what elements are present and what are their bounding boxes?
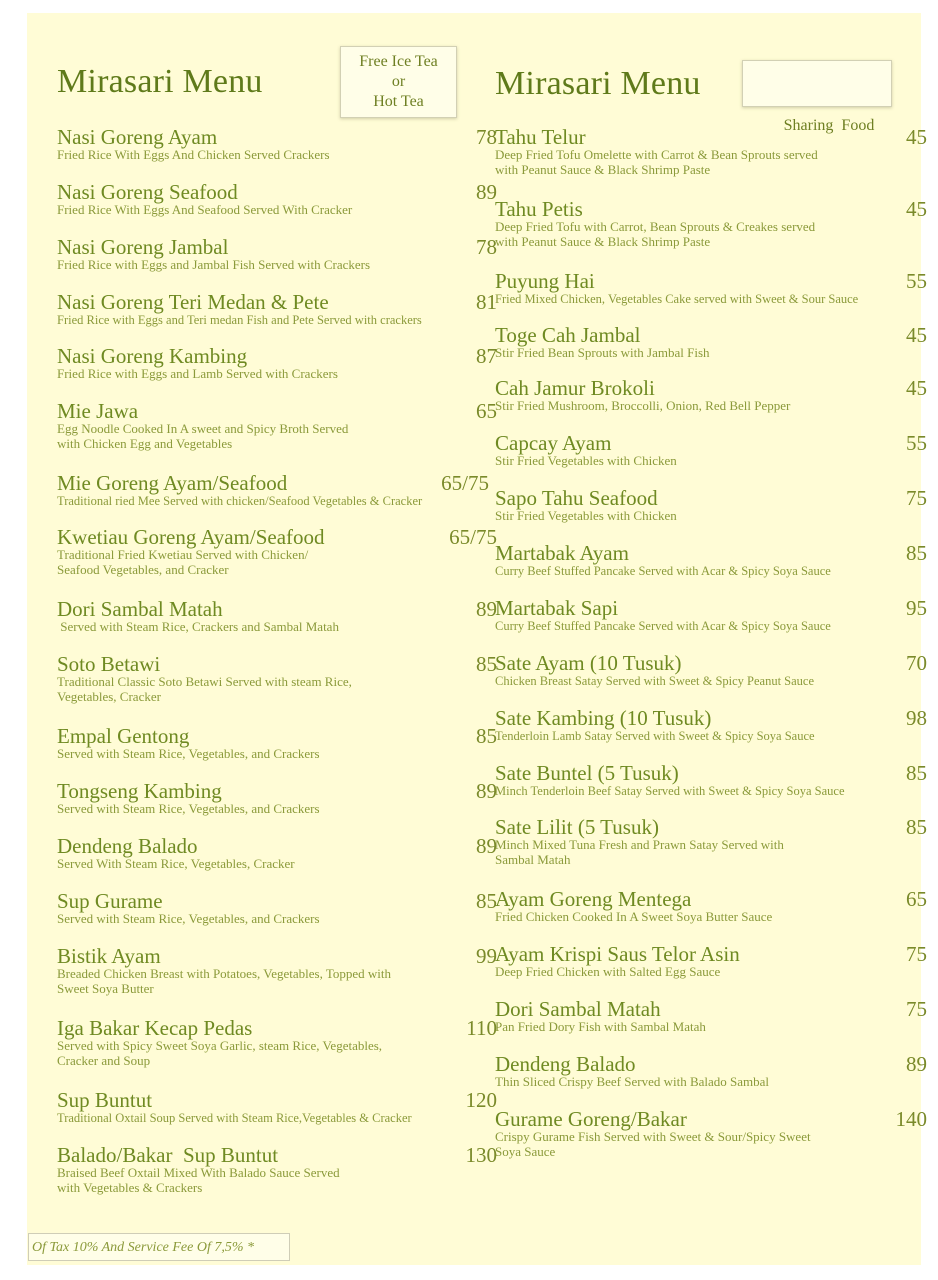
item-price: 87 xyxy=(476,344,497,368)
menu-item xyxy=(495,652,927,689)
item-name: Tahu Petis xyxy=(495,197,583,221)
item-price: 98 xyxy=(906,706,927,730)
menu-item xyxy=(495,762,927,799)
item-name: Sup Buntut xyxy=(57,1088,153,1112)
item-price: 78 xyxy=(476,235,497,259)
badge-line: Free Ice Tea xyxy=(359,53,438,70)
item-name: Dori Sambal Matah xyxy=(495,997,661,1021)
item-name: Nasi Goreng Ayam xyxy=(57,125,218,149)
menu-item xyxy=(57,835,497,872)
item-description: Soya Sauce xyxy=(495,1144,556,1159)
menu-item xyxy=(57,780,497,817)
item-description: with Peanut Sauce & Black Shrimp Paste xyxy=(495,234,711,249)
item-price: 85 xyxy=(476,652,497,676)
menu-item xyxy=(495,888,927,925)
menu-item xyxy=(57,1089,497,1126)
item-name: Capcay Ayam xyxy=(495,431,612,455)
item-description: Served with Steam Rice, Vegetables, and Crackers xyxy=(57,746,320,761)
item-price: 45 xyxy=(906,376,927,400)
item-price: 89 xyxy=(476,180,497,204)
item-price: 45 xyxy=(906,323,927,347)
item-description: Breaded Chicken Breast with Potatoes, Vegetables, Topped with xyxy=(57,966,392,981)
item-description: Braised Beef Oxtail Mixed With Balado Sauce Served xyxy=(57,1165,340,1180)
menu-item xyxy=(495,542,927,579)
item-description: Crispy Gurame Fish Served with Sweet & Sour/Spicy Sweet xyxy=(495,1129,811,1144)
item-description: Fried Rice With Eggs And Chicken Served Crackers xyxy=(57,147,330,162)
item-price: 45 xyxy=(906,125,927,149)
item-name: Sate Kambing (10 Tusuk) xyxy=(495,706,712,730)
menu-item xyxy=(495,198,927,250)
item-price: 75 xyxy=(906,486,927,510)
menu-item xyxy=(495,707,927,744)
item-name: Nasi Goreng Seafood xyxy=(57,180,238,204)
item-description: Pan Fried Dory Fish with Sambal Matah xyxy=(495,1019,706,1034)
menu-item xyxy=(495,377,927,414)
item-price: 75 xyxy=(906,942,927,966)
item-name: Ayam Krispi Saus Telor Asin xyxy=(495,942,740,966)
item-description: Deep Fried Chicken with Salted Egg Sauce xyxy=(495,964,721,979)
item-name: Sate Lilit (5 Tusuk) xyxy=(495,815,659,839)
item-price: 130 xyxy=(465,1143,497,1167)
menu-page xyxy=(27,13,927,1265)
item-description: Traditional Fried Kwetiau Served with Chicken/ xyxy=(57,547,309,562)
item-price: 65/75 xyxy=(441,471,489,495)
item-description: Egg Noodle Cooked In A sweet and Spicy Broth Served xyxy=(57,421,349,436)
tax-service-note: Of Tax 10% And Service Fee Of 7,5% * xyxy=(28,1233,290,1261)
item-description: with Chicken Egg and Vegetables xyxy=(57,436,233,451)
right-menu-title: Mirasari Menu xyxy=(495,65,701,102)
free-tea-badge xyxy=(340,46,457,118)
item-price: 89 xyxy=(906,1052,927,1076)
item-description: Fried Chicken Cooked In A Sweet Soya Butter Sauce xyxy=(495,909,773,924)
item-description: Deep Fried Tofu Omelette with Carrot & Bean Sprouts served xyxy=(495,147,818,162)
item-name: Tongseng Kambing xyxy=(57,779,222,803)
badge-line: Sharing Food xyxy=(783,117,875,134)
item-description: Stir Fried Mushroom, Broccolli, Onion, Red Bell Pepper xyxy=(495,398,791,413)
item-description: Deep Fried Tofu with Carrot, Bean Sprouts & Creakes served xyxy=(495,219,816,234)
menu-item xyxy=(495,943,927,980)
item-price: 89 xyxy=(476,597,497,621)
item-name: Mie Jawa xyxy=(57,399,139,423)
item-price: 45 xyxy=(906,197,927,221)
item-description: Served with Spicy Sweet Soya Garlic, steam Rice, Vegetables, xyxy=(57,1038,383,1053)
menu-item xyxy=(57,345,497,382)
item-name: Tahu Telur xyxy=(495,125,586,149)
sharing-food-badge xyxy=(742,60,892,134)
item-description: Traditional Oxtail Soup Served with Steam Rice,Vegetables & Cracker xyxy=(57,1111,412,1125)
item-name: Balado/Bakar Sup Buntut xyxy=(57,1143,279,1167)
badge-line: Hot Tea xyxy=(373,93,424,110)
item-description: with Vegetables & Crackers xyxy=(57,1180,203,1195)
item-description: Stir Fried Vegetables with Chicken xyxy=(495,508,677,523)
item-price: 110 xyxy=(466,1016,497,1040)
menu-item xyxy=(57,126,497,163)
item-price: 95 xyxy=(906,596,927,620)
menu-item xyxy=(57,1144,497,1196)
left-menu-title: Mirasari Menu xyxy=(57,63,263,100)
item-name: Sapo Tahu Seafood xyxy=(495,486,658,510)
menu-item xyxy=(495,1108,927,1160)
menu-item xyxy=(495,432,927,469)
menu-item xyxy=(57,653,497,705)
item-name: Empal Gentong xyxy=(57,724,190,748)
menu-item xyxy=(57,1017,497,1069)
item-description: Traditional ried Mee Served with chicken/Seafood Vegetables & Cracker xyxy=(57,494,423,508)
item-name: Nasi Goreng Jambal xyxy=(57,235,229,259)
item-price: 65 xyxy=(476,399,497,423)
item-description: Sambal Matah xyxy=(495,852,571,867)
item-price: 85 xyxy=(906,761,927,785)
item-description: with Peanut Sauce & Black Shrimp Paste xyxy=(495,162,711,177)
menu-item xyxy=(57,400,497,452)
item-price: 70 xyxy=(906,651,927,675)
menu-item xyxy=(495,324,927,361)
item-name: Gurame Goreng/Bakar xyxy=(495,1107,687,1131)
item-description: Served with Steam Rice, Vegetables, and Crackers xyxy=(57,911,320,926)
menu-item xyxy=(57,236,497,273)
menu-item xyxy=(57,890,497,927)
item-name: Dendeng Balado xyxy=(495,1052,636,1076)
item-description: Fried Rice with Eggs and Lamb Served with Crackers xyxy=(57,366,338,381)
item-description: Tenderloin Lamb Satay Served with Sweet & Spicy Soya Sauce xyxy=(495,729,815,743)
item-name: Nasi Goreng Kambing xyxy=(57,344,248,368)
menu-item xyxy=(495,1053,927,1090)
menu-item xyxy=(57,291,497,328)
item-name: Kwetiau Goreng Ayam/Seafood xyxy=(57,525,325,549)
item-description: Served with Steam Rice, Crackers and Sambal Matah xyxy=(57,619,339,634)
menu-item xyxy=(57,725,497,762)
item-name: Toge Cah Jambal xyxy=(495,323,641,347)
item-price: 89 xyxy=(476,834,497,858)
menu-item xyxy=(57,472,497,509)
item-description: Vegetables, Cracker xyxy=(57,689,161,704)
menu-item xyxy=(495,998,927,1035)
item-name: Dendeng Balado xyxy=(57,834,198,858)
item-name: Martabak Sapi xyxy=(495,596,619,620)
item-name: Iga Bakar Kecap Pedas xyxy=(57,1016,253,1040)
item-name: Soto Betawi xyxy=(57,652,161,676)
item-name: Ayam Goreng Mentega xyxy=(495,887,692,911)
menu-item xyxy=(57,181,497,218)
badge-line: or xyxy=(391,73,406,90)
menu-item xyxy=(495,597,927,634)
item-name: Bistik Ayam xyxy=(57,944,161,968)
item-description: Served With Steam Rice, Vegetables, Cracker xyxy=(57,856,295,871)
item-name: Sate Buntel (5 Tusuk) xyxy=(495,761,679,785)
item-description: Traditional Classic Soto Betawi Served with steam Rice, xyxy=(57,674,352,689)
item-description: Stir Fried Bean Sprouts with Jambal Fish xyxy=(495,345,710,360)
item-description: Fried Mixed Chicken, Vegetables Cake served with Sweet & Sour Sauce xyxy=(495,292,859,306)
menu-item xyxy=(495,816,927,868)
item-price: 65 xyxy=(906,887,927,911)
item-name: Dori Sambal Matah xyxy=(57,597,223,621)
menu-item xyxy=(495,487,927,524)
item-description: Fried Rice with Eggs and Jambal Fish Served with Crackers xyxy=(57,257,371,272)
item-price: 85 xyxy=(476,889,497,913)
item-price: 75 xyxy=(906,997,927,1021)
item-name: Nasi Goreng Teri Medan & Pete xyxy=(57,290,329,314)
item-name: Martabak Ayam xyxy=(495,541,629,565)
item-description: Sweet Soya Butter xyxy=(57,981,154,996)
item-name: Sate Ayam (10 Tusuk) xyxy=(495,651,682,675)
item-description: Thin Sliced Crispy Beef Served with Balado Sambal xyxy=(495,1074,770,1089)
item-name: Mie Goreng Ayam/Seafood xyxy=(57,471,288,495)
item-price: 120 xyxy=(465,1088,497,1112)
item-description: Cracker and Soup xyxy=(57,1053,151,1068)
item-price: 140 xyxy=(895,1107,927,1131)
menu-item xyxy=(57,526,497,578)
menu-item xyxy=(495,270,927,307)
item-price: 55 xyxy=(906,431,927,455)
item-name: Puyung Hai xyxy=(495,269,595,293)
item-price: 78 xyxy=(476,125,497,149)
item-description: Minch Mixed Tuna Fresh and Prawn Satay Served with xyxy=(495,837,784,852)
item-description: Stir Fried Vegetables with Chicken xyxy=(495,453,677,468)
item-price: 99 xyxy=(476,944,497,968)
item-description: Curry Beef Stuffed Pancake Served with Acar & Spicy Soya Sauce xyxy=(495,564,831,578)
item-price: 85 xyxy=(906,541,927,565)
menu-item xyxy=(57,598,497,635)
item-price: 85 xyxy=(476,724,497,748)
item-description: Fried Rice With Eggs And Seafood Served With Cracker xyxy=(57,202,353,217)
item-price: 89 xyxy=(476,779,497,803)
item-name: Cah Jamur Brokoli xyxy=(495,376,655,400)
item-description: Served with Steam Rice, Vegetables, and Crackers xyxy=(57,801,320,816)
item-name: Sup Gurame xyxy=(57,889,163,913)
item-description: Fried Rice with Eggs and Teri medan Fish and Pete Served with crackers xyxy=(57,313,422,327)
item-description: Seafood Vegetables, and Cracker xyxy=(57,562,229,577)
item-price: 65/75 xyxy=(449,525,497,549)
item-price: 55 xyxy=(906,269,927,293)
menu-item xyxy=(57,945,497,997)
menu-item xyxy=(495,126,927,178)
item-description: Minch Tenderloin Beef Satay Served with Sweet & Spicy Soya Sauce xyxy=(495,784,845,798)
item-description: Chicken Breast Satay Served with Sweet & Spicy Peanut Sauce xyxy=(495,674,815,688)
item-description: Curry Beef Stuffed Pancake Served with Acar & Spicy Soya Sauce xyxy=(495,619,831,633)
item-price: 81 xyxy=(476,290,497,314)
item-price: 85 xyxy=(906,815,927,839)
